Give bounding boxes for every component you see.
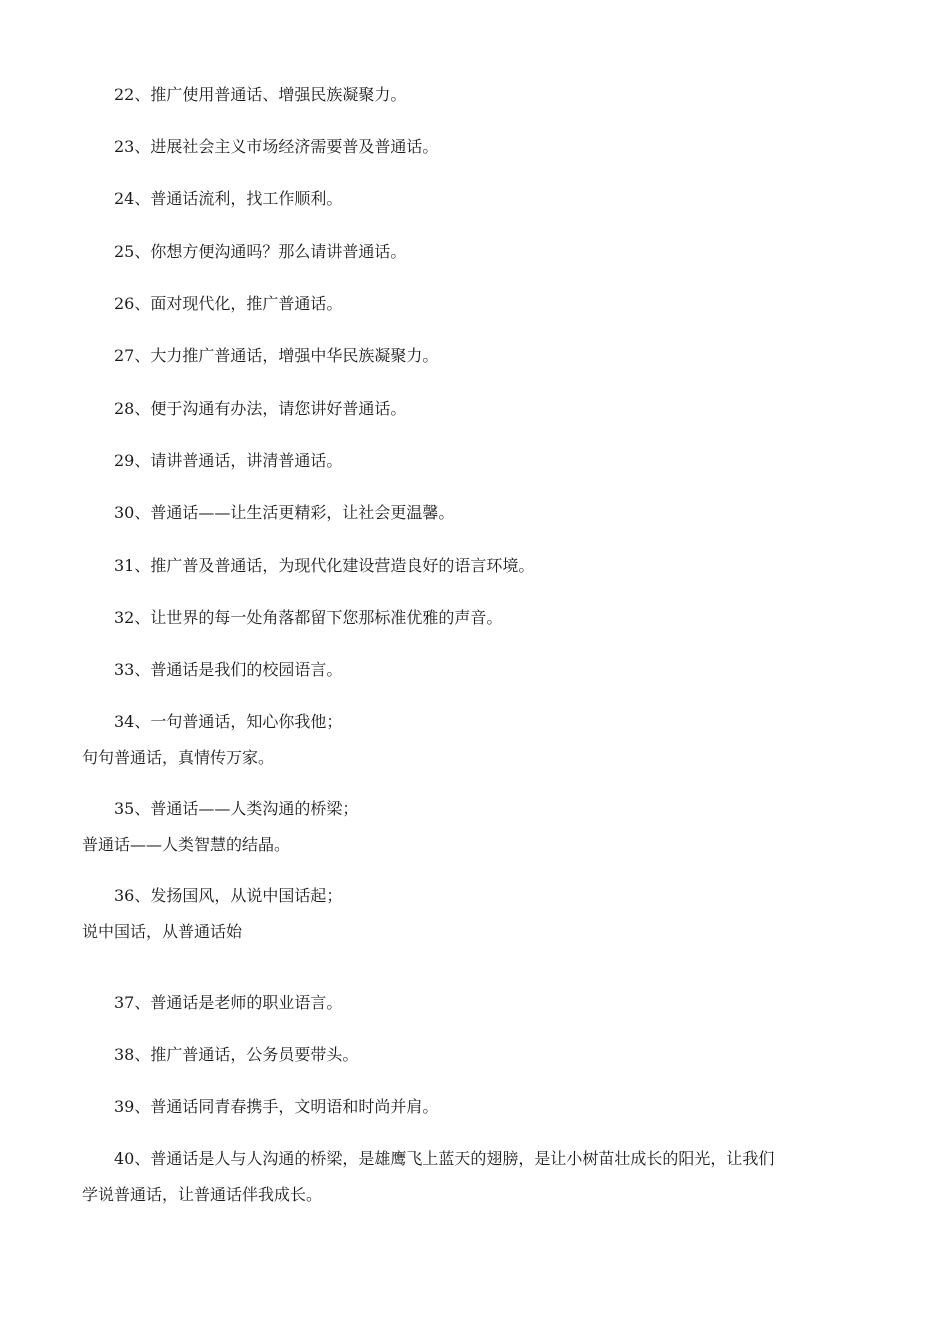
slogan-text: 38、推广普通话，公务员要带头。: [114, 1045, 359, 1064]
slogan-item-31: [82, 548, 872, 584]
slogan-text: 36、发扬国风，从说中国话起；: [114, 886, 343, 905]
slogan-text: 39、普通话同青春携手，文明语和时尚并肩。: [114, 1097, 439, 1116]
slogan-text: 29、请讲普通话，讲清普通话。: [114, 451, 343, 470]
slogan-item-23: [82, 129, 872, 165]
slogan-text: 24、普通话流利，找工作顺利。: [114, 189, 343, 208]
slogan-item-30: [82, 495, 872, 531]
slogan-item-29: [82, 443, 872, 479]
slogan-text: 35、普通话——人类沟通的桥梁；: [114, 799, 359, 818]
slogan-continuation: 说中国话，从普通话始: [82, 922, 243, 941]
slogan-text: 22、推广使用普通话、增强民族凝聚力。: [114, 85, 407, 104]
slogan-text: 27、大力推广普通话，增强中华民族凝聚力。: [114, 346, 439, 365]
slogan-item-34: [82, 704, 872, 776]
slogan-item-32: [82, 600, 872, 636]
slogan-item-37: [82, 985, 872, 1021]
slogan-continuation: 学说普通话，让普通话伴我成长。: [82, 1185, 323, 1204]
slogan-text: 40、普通话是人与人沟通的桥梁，是雄鹰飞上蓝天的翅膀，是让小树苗壮成长的阳光，让我们: [114, 1149, 775, 1168]
slogan-text: 37、普通话是老师的职业语言。: [114, 993, 343, 1012]
slogan-text: 33、普通话是我们的校园语言。: [114, 660, 343, 679]
slogan-item-35: [82, 791, 872, 863]
slogan-text: 30、普通话——让生活更精彩，让社会更温馨。: [114, 503, 455, 522]
slogan-text: 26、面对现代化，推广普通话。: [114, 294, 343, 313]
slogan-text: 31、推广普及普通话，为现代化建设营造良好的语言环境。: [114, 556, 535, 575]
slogan-item-27: [82, 338, 872, 374]
slogan-continuation: 句句普通话，真情传万家。: [82, 748, 275, 767]
slogan-text: 32、让世界的每一处角落都留下您那标准优雅的声音。: [114, 608, 503, 627]
slogan-item-33: [82, 652, 872, 688]
slogan-item-22: [82, 77, 872, 113]
slogan-text: 34、一句普通话，知心你我他；: [114, 712, 343, 731]
slogan-item-25: [82, 234, 872, 270]
slogan-item-26: [82, 286, 872, 322]
slogan-item-28: [82, 391, 872, 427]
slogan-text: 23、进展社会主义市场经济需要普及普通话。: [114, 137, 439, 156]
slogan-text: 25、你想方便沟通吗？那么请讲普通话。: [114, 242, 407, 261]
slogan-item-36: [82, 878, 872, 950]
slogan-item-38: [82, 1037, 872, 1073]
slogan-item-39: [82, 1089, 872, 1125]
slogan-continuation: 普通话——人类智慧的结晶。: [82, 835, 291, 854]
slogan-item-24: [82, 181, 872, 217]
slogan-item-40: [82, 1141, 872, 1213]
slogan-text: 28、便于沟通有办法，请您讲好普通话。: [114, 399, 407, 418]
